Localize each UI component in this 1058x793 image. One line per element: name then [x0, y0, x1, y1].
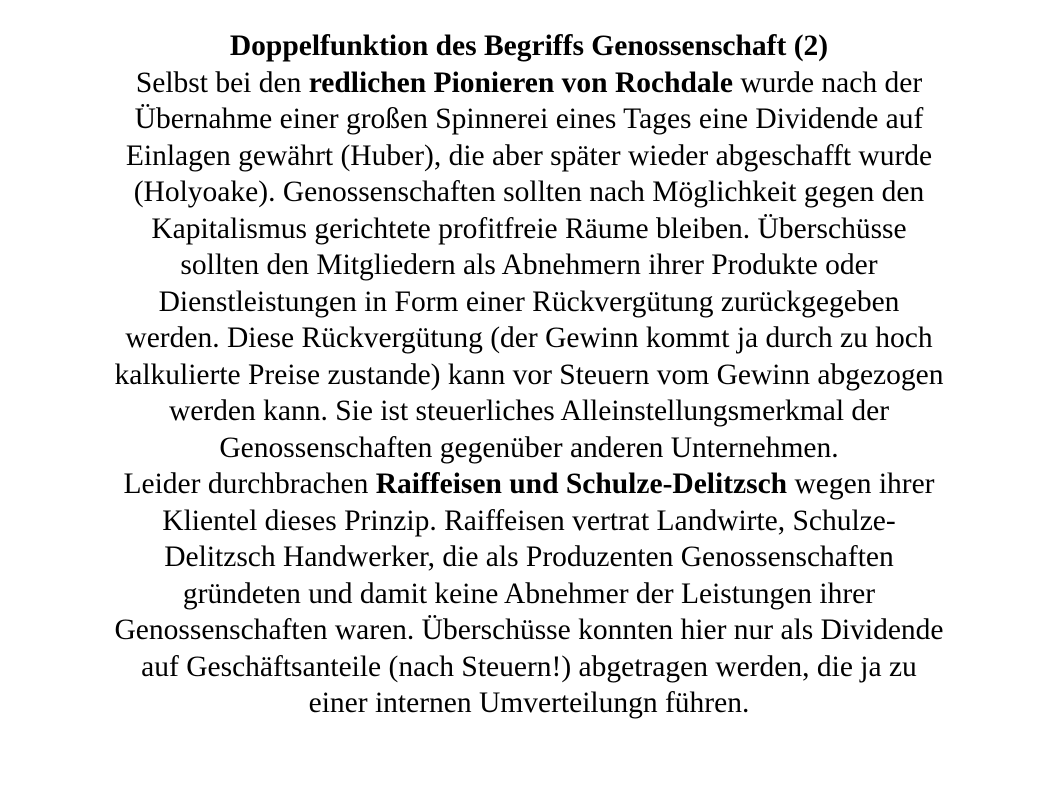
- paragraph-raiffeisen: [0, 466, 1058, 722]
- text-line: Genossenschaften gegenüber anderen Unternehmen.: [219, 431, 839, 464]
- text-line: werden. Diese Rückvergütung (der Gewinn kommt ja durch zu hoch: [125, 322, 933, 354]
- text-line: Kapitalismus gerichtete profitfreie Räume bleiben. Überschüsse: [151, 212, 907, 245]
- text-line: [0, 466, 1058, 503]
- text-run: Selbst bei den: [135, 66, 309, 99]
- text-line: [0, 65, 1058, 102]
- text-run: wurde nach der: [732, 66, 923, 99]
- text-line: Klientel dieses Prinzip. Raiffeisen vertrat Landwirte, Schulze-: [162, 504, 896, 537]
- text-line: (Holyoake). Genossenschaften sollten nach Möglichkeit gegen den: [133, 176, 925, 208]
- text-run: wegen ihrer: [787, 468, 935, 500]
- slide-title: Doppelfunktion des Begriffs Genossenschaft (2): [229, 30, 829, 62]
- text-run: Leider durchbrachen: [123, 468, 376, 500]
- text-line: werden kann. Sie ist steuerliches Alleinstellungsmerkmal der: [168, 395, 890, 427]
- text-line: einer internen Umverteilungn führen.: [308, 687, 750, 719]
- text-line: gründeten und damit keine Abnehmer der Leistungen ihrer: [182, 577, 876, 610]
- text-line: Genossenschaften waren. Überschüsse konnten hier nur als Dividende: [114, 614, 944, 646]
- text-line: Delitzsch Handwerker, die als Produzenten Genossenschaften: [164, 541, 894, 573]
- emphasis-raiffeisen: Raiffeisen und Schulze-Delitzsch: [375, 468, 788, 500]
- text-line: Einlagen gewährt (Huber), die aber später wieder abgeschafft wurde: [125, 139, 933, 172]
- text-line: Dienstleistungen in Form einer Rückvergütung zurückgegeben: [158, 285, 900, 318]
- paragraph-rochdale: [0, 65, 1058, 467]
- text-line: Übernahme einer großen Spinnerei eines Tages eine Dividende auf: [134, 103, 924, 135]
- text-line: sollten den Mitgliedern als Abnehmern ihrer Produkte oder: [180, 249, 878, 281]
- text-line: kalkulierte Preise zustande) kann vor Steuern vom Gewinn abgezogen: [114, 358, 944, 391]
- emphasis-rochdale: redlichen Pionieren von Rochdale: [308, 66, 733, 99]
- slide-content: [0, 28, 1058, 722]
- text-line: auf Geschäftsanteile (nach Steuern!) abgetragen werden, die ja zu: [141, 650, 917, 683]
